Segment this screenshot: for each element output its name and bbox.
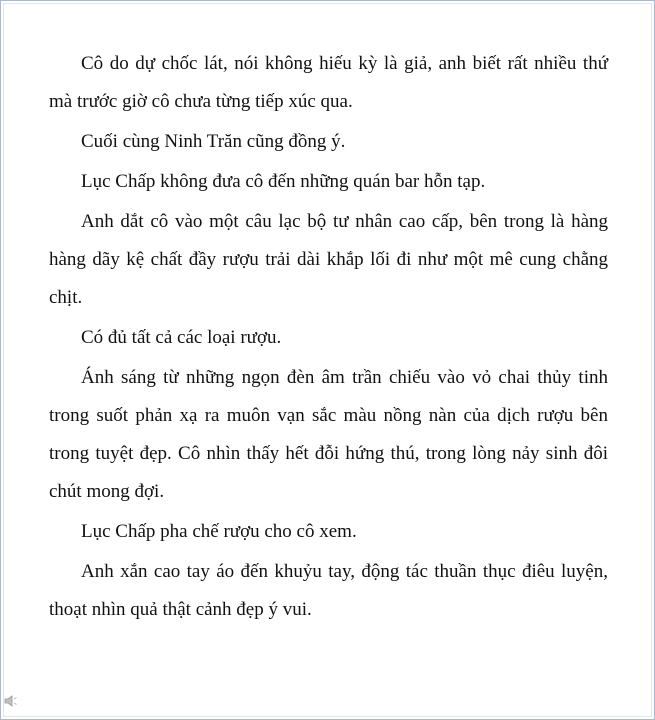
paragraph-1: Cô do dự chốc lát, nói không hiếu kỳ là giả, anh biết rất nhiều thứ mà trước giờ cô chưa từng tiếp xúc qua. <box>49 53 608 112</box>
paragraph-4: Anh dắt cô vào một câu lạc bộ tư nhân cao cấp, bên trong là hàng hàng dãy kệ chất đầy rượu trải dài khắp lối đi như một mê cung chằng chịt. <box>49 211 608 308</box>
paragraph-2: Cuối cùng Ninh Trăn cũng đồng ý. <box>81 131 346 152</box>
paragraph-7: Lục Chấp pha chế rượu cho cô xem. <box>81 521 357 542</box>
paragraph-6: Ánh sáng từ những ngọn đèn âm trần chiếu vào vỏ chai thủy tinh trong suốt phản xạ ra muôn vạn sắc màu nồng nàn của dịch rượu bên trong tuyệt đẹp. Cô nhìn thấy hết đỗi hứng thú, trong lòng nảy sinh đôi chút mong đợi. <box>49 367 608 502</box>
paragraph-3: Lục Chấp không đưa cô đến những quán bar hỗn tạp. <box>81 171 486 192</box>
speaker-left-icon[interactable] <box>4 694 18 708</box>
document-body <box>49 45 608 631</box>
speaker-left-icon-svg <box>4 694 18 708</box>
paragraph-5: Có đủ tất cả các loại rượu. <box>81 327 282 348</box>
paragraph-8: Anh xắn cao tay áo đến khuỷu tay, động tác thuần thục điêu luyện, thoạt nhìn quả thật cảnh đẹp ý vui. <box>49 561 608 620</box>
